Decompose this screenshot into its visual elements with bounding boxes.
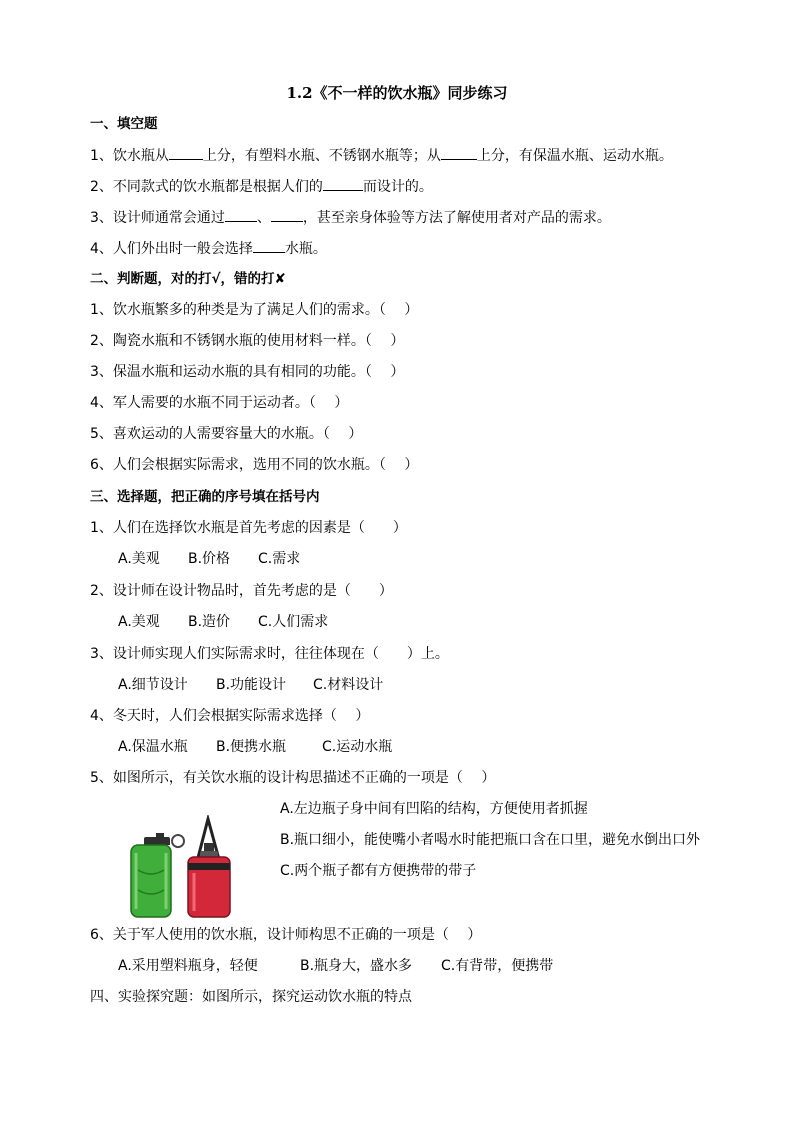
option-a: A.美观 (118, 614, 160, 630)
tf-question-6: 6、人们会根据实际需求，选用不同的饮水瓶。（ ） (90, 457, 419, 473)
answer-blank[interactable] (323, 176, 363, 191)
fill-question-3 (90, 207, 611, 228)
section-experiment-heading: 四、实验探究题：如图所示，探究运动饮水瓶的特点 (90, 989, 412, 1005)
section-true-false-heading: 二、判断题，对的打√，错的打✘ (90, 271, 286, 287)
option-c: C.有背带，便携带 (441, 958, 554, 974)
q3-text-b: 、 (256, 210, 271, 226)
q4-text-a: 4、人们外出时一般会选择 (90, 241, 253, 257)
green-bottle-icon (131, 833, 184, 917)
water-bottles-illustration (126, 815, 246, 920)
option-b: B.瓶口细小，能使嘴小者喝水时能把瓶口含在口里，避免水倒出口外 (280, 832, 701, 848)
page-title: 1.2《不一样的饮水瓶》同步练习 (286, 84, 508, 102)
q2-text-a: 2、不同款式的饮水瓶都是根据人们的 (90, 179, 323, 195)
q1-text-a: 1、饮水瓶从 (90, 148, 169, 164)
section-choice-heading: 三、选择题，把正确的序号填在括号内 (90, 489, 320, 505)
option-c: C.需求 (258, 551, 301, 567)
choice-question-5: 5、如图所示，有关饮水瓶的设计构思描述不正确的一项是（ ） (90, 770, 496, 786)
option-b: B.功能设计 (216, 677, 287, 693)
q4-text-b: 水瓶。 (284, 241, 327, 257)
option-a: A.左边瓶子身中间有凹陷的结构，方便使用者抓握 (280, 801, 588, 817)
option-c: C.两个瓶子都有方便携带的带子 (280, 863, 477, 879)
fill-question-4 (90, 238, 327, 259)
answer-blank[interactable] (225, 207, 257, 222)
tf-question-2: 2、陶瓷水瓶和不锈钢水瓶的使用材料一样。（ ） (90, 333, 405, 349)
option-a: A.细节设计 (118, 677, 188, 693)
answer-blank[interactable] (441, 145, 477, 160)
option-a: A.保温水瓶 (118, 739, 188, 755)
option-b: B.价格 (188, 551, 231, 567)
option-b: B.便携水瓶 (216, 739, 287, 755)
fill-question-1 (90, 145, 673, 166)
choice-question-6: 6、关于军人使用的饮水瓶，设计师构思不正确的一项是（ ） (90, 927, 482, 943)
answer-blank[interactable] (169, 145, 203, 160)
red-bottle-icon (188, 819, 230, 917)
answer-blank[interactable] (271, 207, 303, 222)
q3-text-a: 3、设计师通常会通过 (90, 210, 225, 226)
choice-question-2: 2、设计师在设计物品时，首先考虑的是（ ） (90, 583, 393, 599)
q3-text-c: ，甚至亲身体验等方法了解使用者对产品的需求。 (302, 210, 611, 226)
q2-text-b: 而设计的。 (362, 179, 433, 195)
q1-text-b: 上分，有塑料水瓶、不锈钢水瓶等；从 (202, 148, 441, 164)
option-c: C.材料设计 (313, 677, 384, 693)
choice-question-1: 1、人们在选择饮水瓶是首先考虑的因素是（ ） (90, 520, 407, 536)
option-b: B.造价 (188, 614, 231, 630)
option-a: A.采用塑料瓶身，轻便 (118, 958, 258, 974)
tf-question-4: 4、军人需要的水瓶不同于运动者。（ ） (90, 395, 349, 411)
answer-blank[interactable] (253, 238, 285, 253)
tf-question-1: 1、饮水瓶繁多的种类是为了满足人们的需求。（ ） (90, 302, 419, 318)
section-fill-blank-heading: 一、填空题 (90, 116, 158, 132)
option-a: A.美观 (118, 551, 160, 567)
option-c: C.运动水瓶 (322, 739, 393, 755)
choice-question-4: 4、冬天时，人们会根据实际需求选择（ ） (90, 708, 370, 724)
q1-text-c: 上分，有保温水瓶、运动水瓶。 (476, 148, 673, 164)
choice-question-3: 3、设计师实现人们实际需求时，往往体现在（ ）上。 (90, 646, 449, 662)
tf-question-3: 3、保温水瓶和运动水瓶的具有相同的功能。（ ） (90, 364, 405, 380)
option-b: B.瓶身大，盛水多 (300, 958, 413, 974)
option-c: C.人们需求 (258, 614, 329, 630)
bottles-svg (126, 815, 246, 920)
fill-question-2 (90, 176, 433, 197)
tf-question-5: 5、喜欢运动的人需要容量大的水瓶。（ ） (90, 426, 363, 442)
